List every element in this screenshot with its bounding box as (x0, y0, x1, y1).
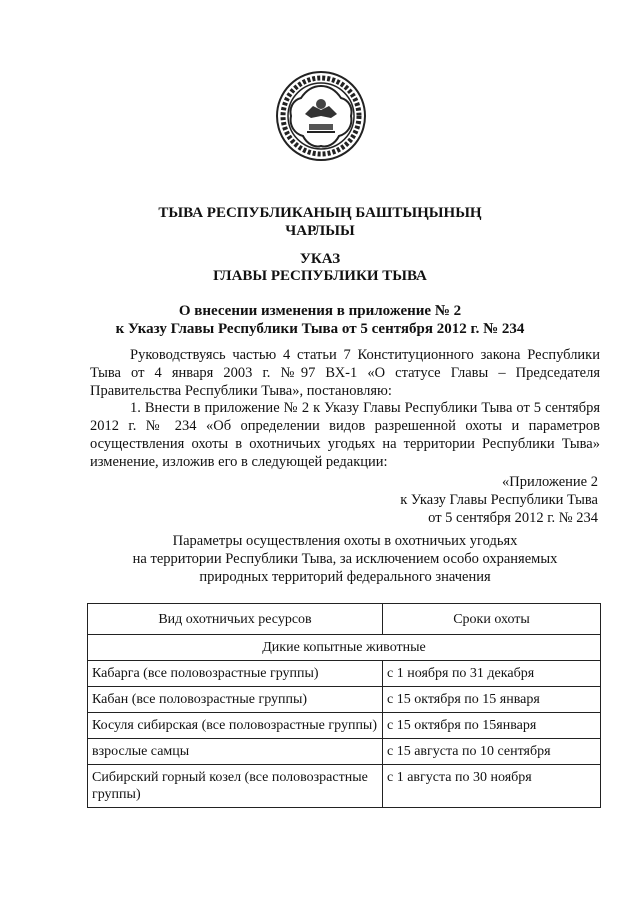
header-tyva-line2: ЧАРЛЫЫ (285, 223, 355, 239)
species-cell: Сибирский горный козел (все половозрастные группы) (88, 765, 383, 808)
item1-paragraph: 1. Внести в приложение № 2 к Указу Главы Республики Тыва от 5 сентября 2012 г. № 234 «Об определении видов разрешенной охоты и параметров осуществления охоты в охотничьих угодьях на территории Республики Тыва» изменение, изложив его в следующей редакции: (90, 400, 600, 470)
appendix-line2: к Указу Главы Республики Тыва (400, 492, 598, 508)
table-row (88, 765, 601, 808)
species-cell: Кабарга (все половозрастные группы) (88, 661, 383, 687)
species-cell: Кабан (все половозрастные группы) (88, 687, 383, 713)
appendix-line3: от 5 сентября 2012 г. № 234 (428, 510, 598, 526)
params-title-line2: на территории Республики Тыва, за исключением особо охраняемых (132, 551, 558, 567)
period-cell: с 15 августа по 10 сентября (383, 739, 601, 765)
table-row (88, 739, 601, 765)
header-tyva-line1: ТЫВА РЕСПУБЛИКАНЫҢ БАШТЫҢЫНЫҢ (158, 205, 482, 221)
period-cell: с 1 августа по 30 ноября (383, 765, 601, 808)
table-group-row (88, 635, 601, 661)
table-row (88, 687, 601, 713)
period-cell: с 15 октября по 15января (383, 713, 601, 739)
decree-title-line1: О внесении изменения в приложение № 2 (178, 303, 462, 319)
preamble-paragraph: Руководствуясь частью 4 статьи 7 Конституционного закона Республики Тыва от 4 января 2003 г. №97 ВХ-1 «О статусе Главы – Председателя Правительства Республики Тыва», постановляю: (90, 347, 600, 399)
species-cell: Косуля сибирская (все половозрастные группы) (88, 713, 383, 739)
header-ru-line1: УКАЗ (299, 251, 341, 267)
table-header-row (88, 604, 601, 635)
params-title-line1: Параметры осуществления охоты в охотничьих угодьях (172, 533, 518, 549)
hunting-parameters-table (87, 603, 601, 808)
decree-title-line2: к Указу Главы Республики Тыва от 5 сентября 2012 г. № 234 (115, 321, 525, 337)
species-cell: взрослые самцы (88, 739, 383, 765)
group-label: Дикие копытные животные (88, 635, 601, 661)
header-period: Сроки охоты (383, 604, 601, 635)
table-row (88, 661, 601, 687)
params-title-line3: природных территорий федерального значения (199, 569, 491, 585)
appendix-line1: «Приложение 2 (502, 474, 598, 490)
header-species: Вид охотничьих ресурсов (88, 604, 383, 635)
period-cell: с 1 ноября по 31 декабря (383, 661, 601, 687)
period-cell: с 15 октября по 15 января (383, 687, 601, 713)
table-row (88, 713, 601, 739)
tyva-coat-of-arms-icon (275, 70, 367, 162)
header-ru-line2: ГЛАВЫ РЕСПУБЛИКИ ТЫВА (213, 268, 427, 284)
